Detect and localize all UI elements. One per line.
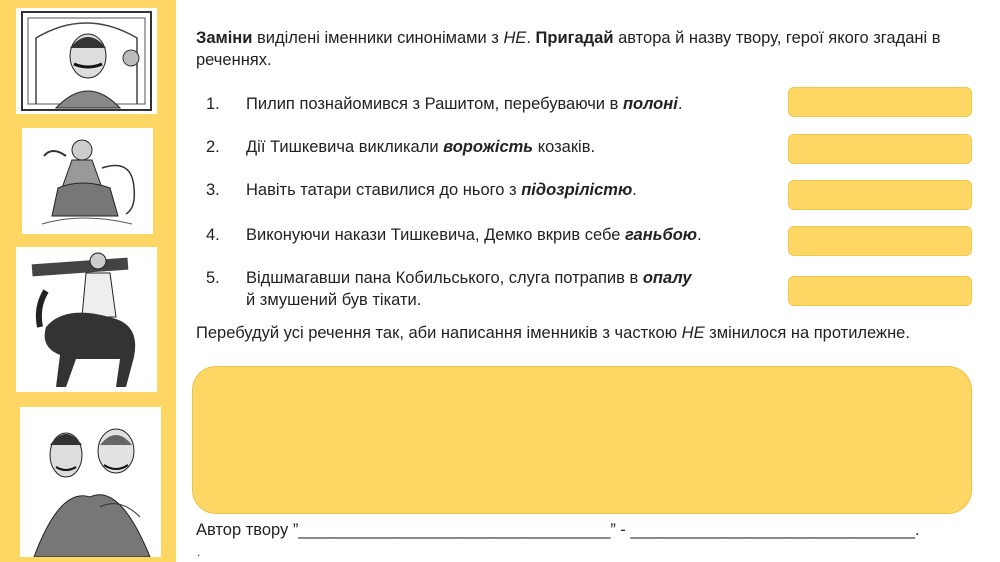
sentence-number: 3. xyxy=(206,181,220,199)
sentence-1 xyxy=(206,93,682,115)
rewrite-text-2: змінилося на протилежне. xyxy=(704,324,910,342)
sentence-text: Навіть татари ставилися до нього з xyxy=(246,181,522,199)
rewrite-instruction xyxy=(196,322,916,344)
sentence-end: . xyxy=(697,226,702,244)
cossack-portrait-image xyxy=(16,8,157,114)
sentence-text: Відшмагавши пана Кобильського, слуга потрапив в xyxy=(246,269,643,287)
sentence-4 xyxy=(206,224,702,246)
sentence-continuation: й змушений був тікати. xyxy=(246,291,422,309)
answer-field-1[interactable] xyxy=(788,87,972,117)
task-text-3: автора й назву твору, герої якого згадані в реченнях. xyxy=(196,29,941,69)
sentence-5 xyxy=(206,267,692,311)
answer-field-5[interactable] xyxy=(788,276,972,306)
rewrite-answer-area[interactable] xyxy=(192,366,972,514)
answer-field-3[interactable] xyxy=(788,180,972,210)
rewrite-ne: НЕ xyxy=(681,324,705,342)
two-men-portrait-image xyxy=(20,407,161,557)
sentence-keyword: опалу xyxy=(642,269,692,287)
sentence-end: . xyxy=(677,95,683,113)
task-instruction xyxy=(196,27,956,71)
rider-on-horse-image xyxy=(16,247,157,392)
sentence-end: . xyxy=(632,181,637,199)
sentence-number: 1. xyxy=(206,95,220,113)
sentence-3 xyxy=(206,179,637,201)
sentence-end: козаків. xyxy=(533,138,596,156)
answer-field-2[interactable] xyxy=(788,134,972,164)
rewrite-text-1: Перебудуй усі речення так, аби написання іменників з часткою xyxy=(196,324,682,342)
answer-field-4[interactable] xyxy=(788,226,972,256)
task-text-1: виділені іменники синонімами з xyxy=(252,29,504,47)
task-ne: НЕ xyxy=(503,29,527,47)
sentence-2 xyxy=(206,136,595,158)
illustration-sidebar xyxy=(0,0,176,562)
task-verb: Заміни xyxy=(196,29,253,47)
sentence-keyword: ворожість xyxy=(443,138,534,156)
author-line: Автор твору ”__________________________________” - _______________________________. xyxy=(196,521,920,539)
sentence-number: 4. xyxy=(206,226,220,244)
sentence-keyword: ганьбою xyxy=(624,226,698,244)
sentence-text: Дії Тишкевича викликали xyxy=(246,138,444,156)
sentence-text: Виконуючи накази Тишкевича, Демко вкрив себе xyxy=(246,226,625,244)
sentence-number: 5. xyxy=(206,269,220,287)
footer-dot: . xyxy=(197,545,201,559)
sentence-keyword: підозрілістю xyxy=(521,181,633,199)
cossack-with-whip-image xyxy=(22,128,153,234)
sentence-text: Пилип познайомився з Рашитом, перебуваючи в xyxy=(246,95,623,113)
task-verb-2: Пригадай xyxy=(535,29,614,47)
sentence-number: 2. xyxy=(206,138,220,156)
sentence-keyword: полоні xyxy=(622,95,678,113)
task-text-2: . xyxy=(526,29,536,47)
